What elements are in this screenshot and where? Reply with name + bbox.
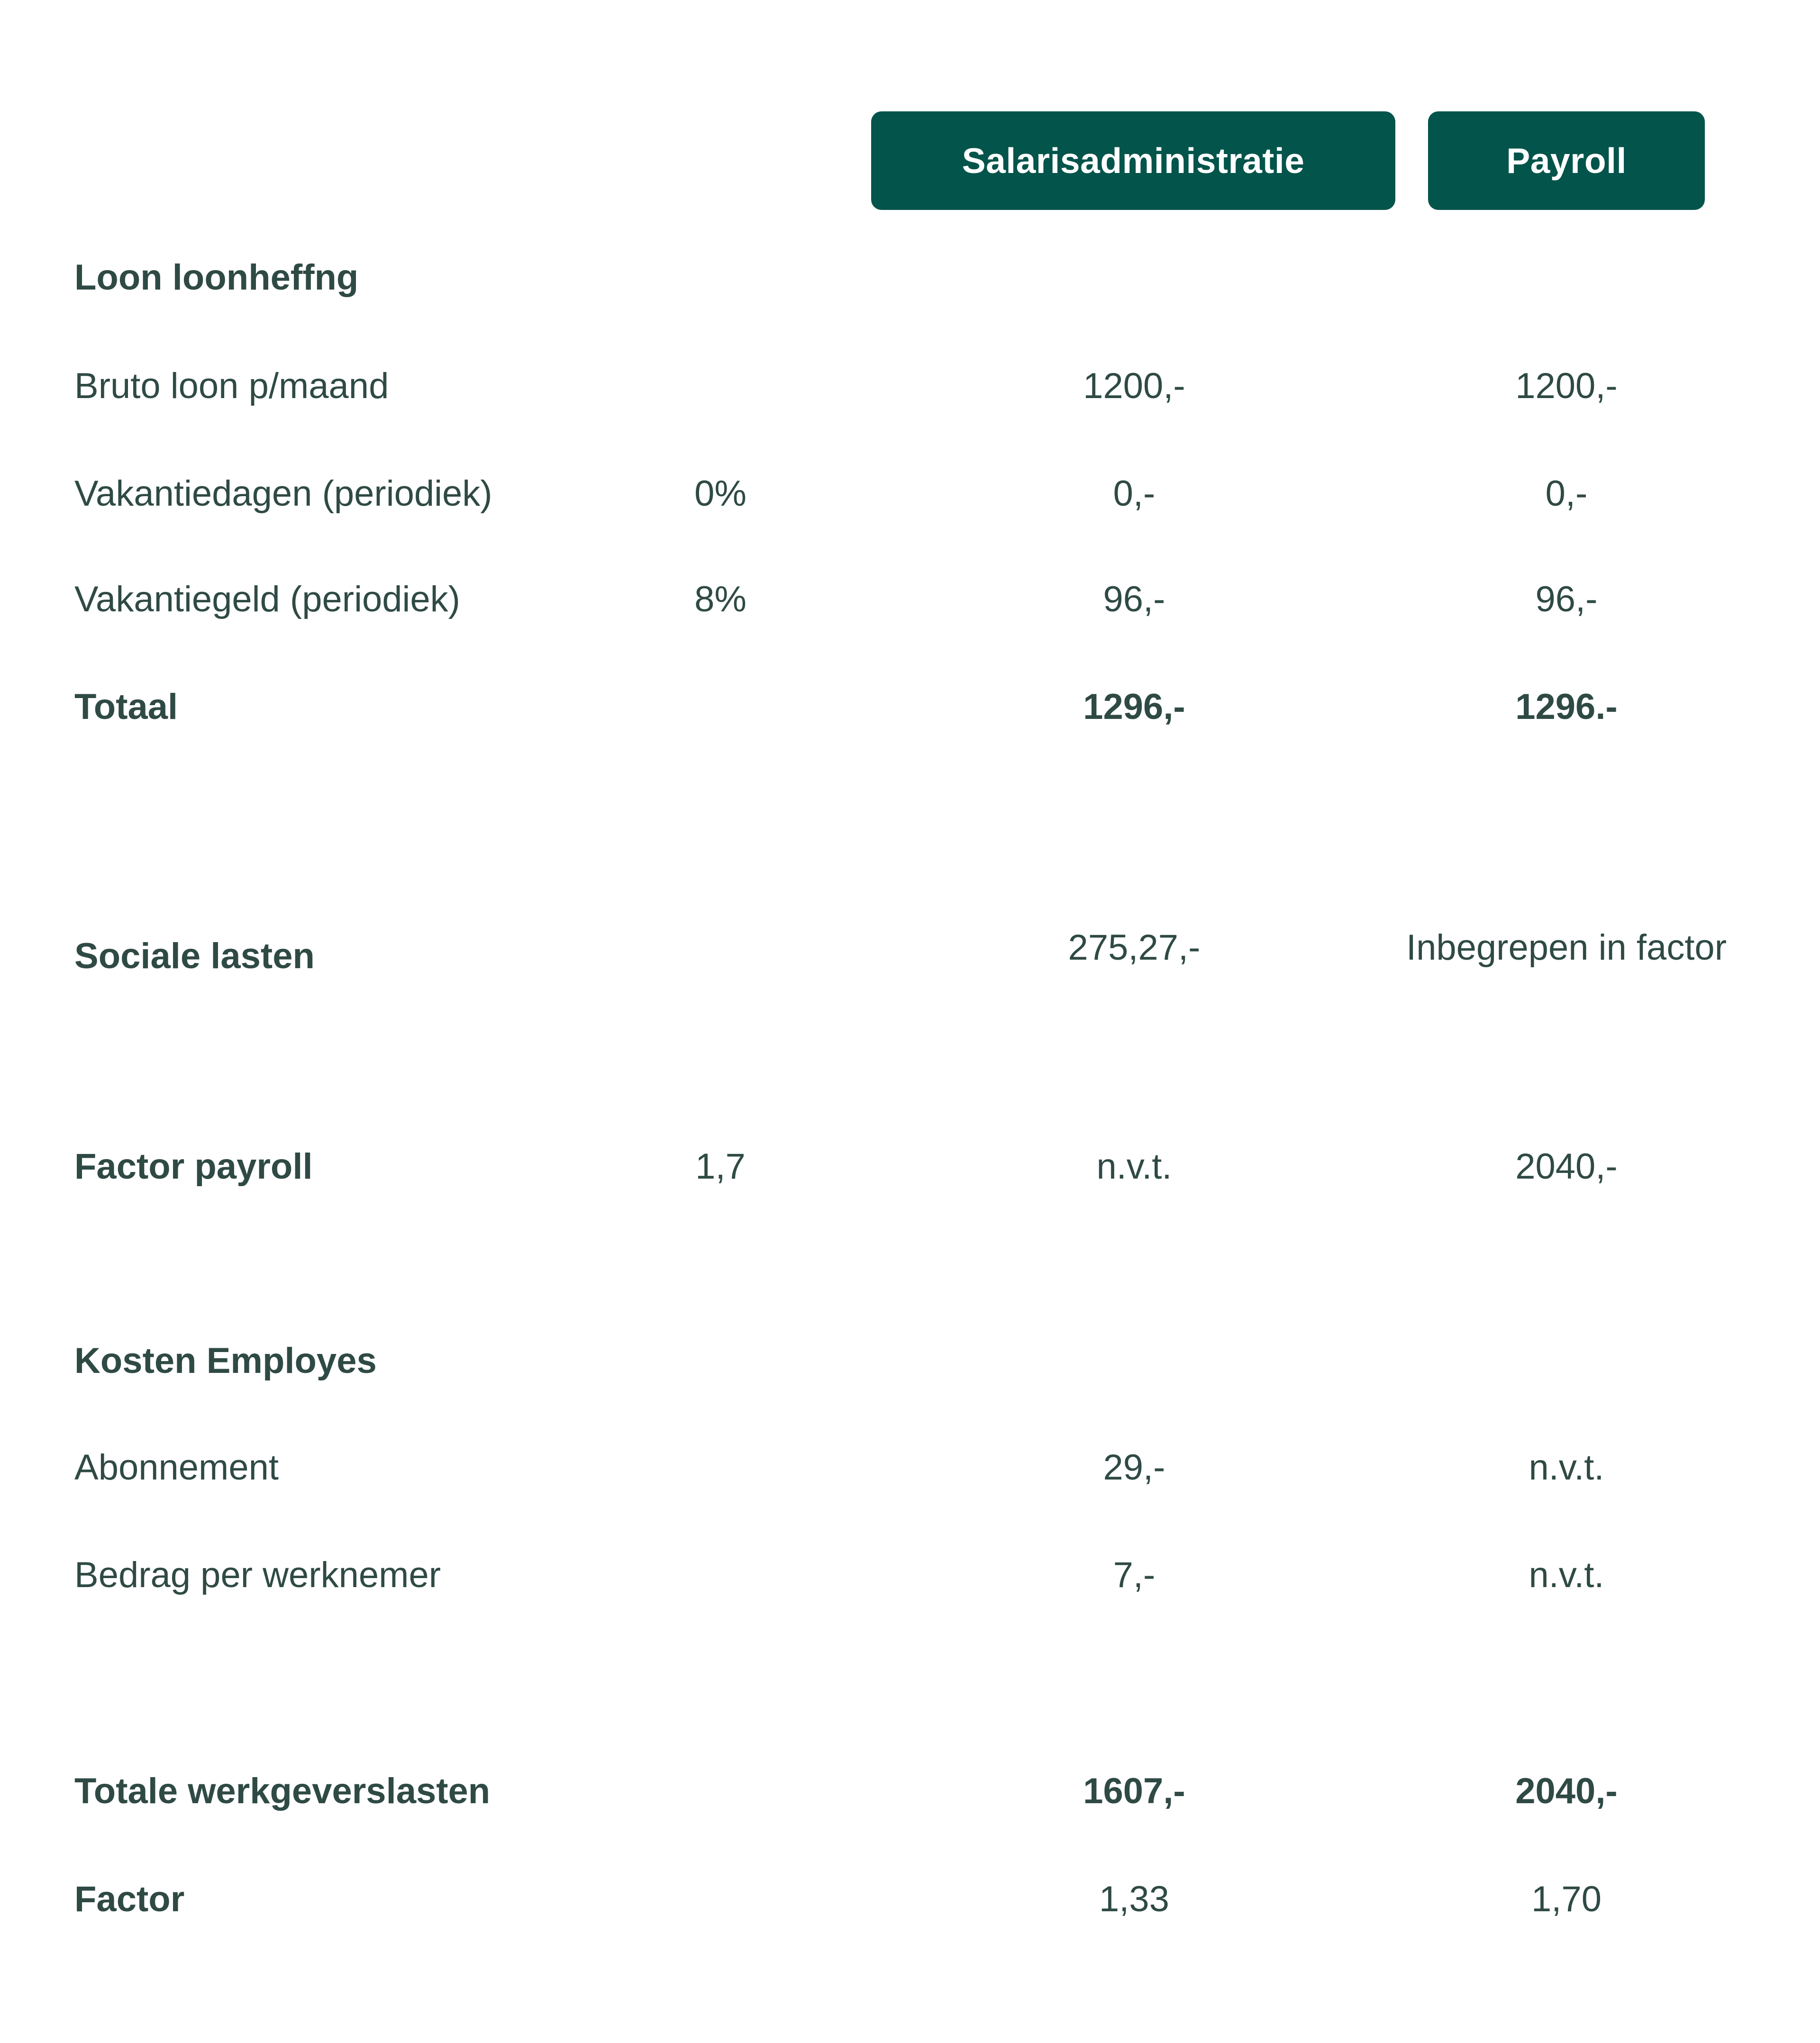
payroll-value: n.v.t. — [1529, 1447, 1604, 1488]
salaris-value: 1200,- — [1083, 366, 1185, 406]
row-label: Factor — [74, 1879, 185, 1919]
table-row-totaal — [0, 679, 1820, 735]
row-label: Vakantiegeld (periodiek) — [74, 579, 460, 619]
salaris-value: 1296,- — [1083, 687, 1185, 727]
salaris-value: 7,- — [1113, 1555, 1156, 1595]
row-label: Bruto loon p/maand — [74, 366, 389, 406]
salaris-value: 1,33 — [1099, 1879, 1169, 1919]
payroll-value: 1296.- — [1515, 687, 1618, 727]
payroll-value: 2040,- — [1515, 1146, 1618, 1187]
row-label: Factor payroll — [74, 1146, 313, 1187]
table-row-abonnement — [0, 1439, 1820, 1496]
payroll-value: 96,- — [1535, 579, 1598, 619]
payroll-value: n.v.t. — [1529, 1555, 1604, 1595]
payroll-value: 2040,- — [1515, 1771, 1618, 1811]
table-row-bruto-loon — [0, 358, 1820, 415]
row-label: Totale werkgeverslasten — [74, 1771, 491, 1811]
section-title-loon-label: Loon loonheffng — [74, 257, 359, 298]
payroll-value: 1,70 — [1531, 1879, 1602, 1919]
table-row-sociale-lasten — [0, 919, 1820, 976]
salaris-value: 96,- — [1103, 579, 1165, 619]
row-label: Sociale lasten — [74, 936, 315, 976]
percentage-value: 1,7 — [695, 1146, 746, 1187]
section-title-kosten — [0, 1333, 1820, 1389]
percentage-value: 8% — [694, 579, 746, 619]
row-label: Bedrag per werknemer — [74, 1555, 441, 1595]
salarisadministratie-header-button[interactable]: Salarisadministratie — [871, 111, 1395, 210]
row-label: Totaal — [74, 687, 178, 727]
section-title-loon — [0, 249, 1820, 306]
payroll-value: Inbegrepen in factor — [1406, 927, 1727, 968]
salaris-value: 275,27,- — [1068, 927, 1201, 968]
payroll-value: 0,- — [1545, 473, 1588, 514]
table-row-vakantiegeld — [0, 571, 1820, 628]
salaris-value: 0,- — [1113, 473, 1156, 514]
salaris-value: n.v.t. — [1096, 1146, 1172, 1187]
table-row-bedrag-per-werknemer — [0, 1547, 1820, 1604]
table-row-vakantiedagen — [0, 465, 1820, 522]
section-title-kosten-label: Kosten Employes — [74, 1341, 377, 1381]
row-label: Abonnement — [74, 1447, 279, 1488]
percentage-value: 0% — [694, 473, 746, 514]
salaris-value: 29,- — [1103, 1447, 1165, 1488]
table-row-totale-werkgeverslasten — [0, 1763, 1820, 1820]
table-row-factor — [0, 1871, 1820, 1928]
payroll-header-button[interactable]: Payroll — [1428, 111, 1705, 210]
salaris-value: 1607,- — [1083, 1771, 1185, 1811]
row-label: Vakantiedagen (periodiek) — [74, 473, 492, 514]
table-row-factor-payroll — [0, 1138, 1820, 1195]
payroll-value: 1200,- — [1515, 366, 1618, 406]
